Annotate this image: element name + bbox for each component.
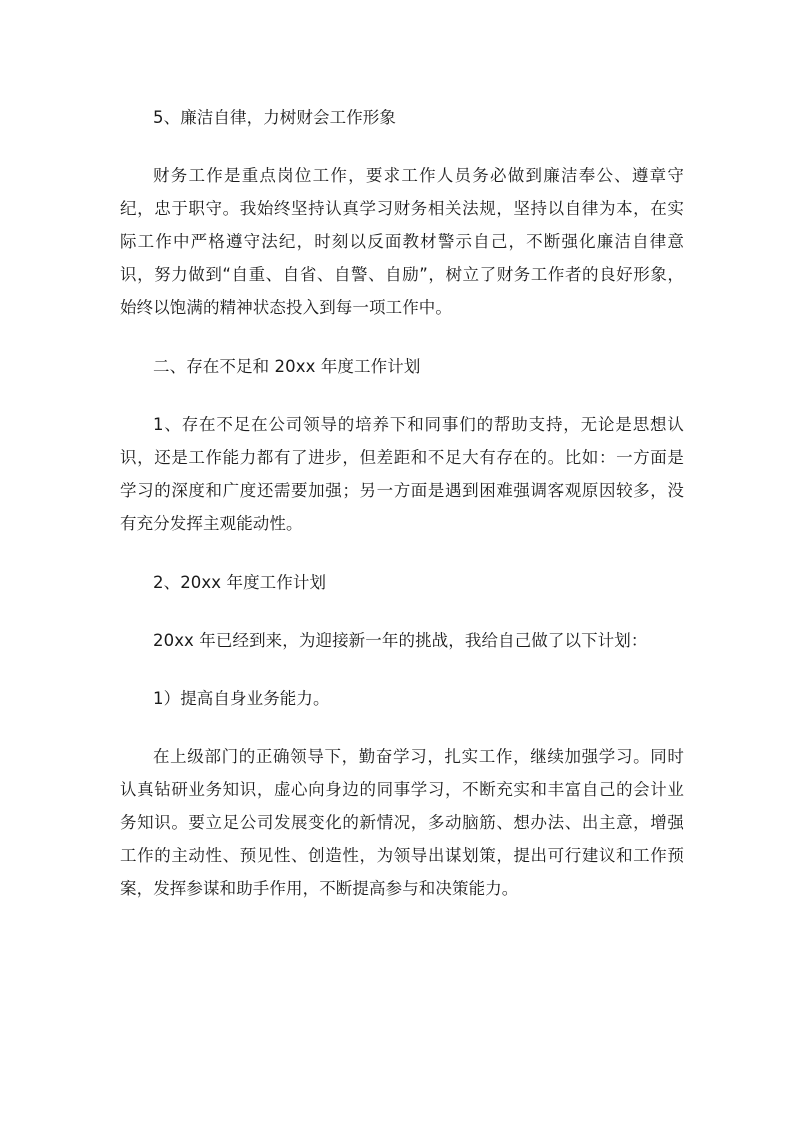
paragraph-shortcomings-body: 1、存在不足在公司领导的培养下和同事们的帮助支持，无论是思想认识，还是工作能力都有了进步，但差距和不足大有存在的。比如：一方面是学习的深度和广度还需要加强；另一方面是遇到困难强调客观原因较多，没有充分发挥主观能动性。 <box>120 415 684 533</box>
list-item-improve-ability: 1）提高自身业务能力。 <box>153 689 330 708</box>
section-heading-annual-plan: 2、20xx 年度工作计划 <box>153 573 327 592</box>
paragraph-plan-intro: 20xx 年已经到来，为迎接新一年的挑战，我给自己做了以下计划： <box>153 631 648 650</box>
paragraph-improve-ability-body: 在上级部门的正确领导下，勤奋学习，扎实工作，继续加强学习。同时认真钻研业务知识，虚心向身边的同事学习，不断充实和丰富自己的会计业务知识。要立足公司发展变化的新情况，多动脑筋、想办法、出主意，增强工作的主动性、预见性、创造性，为领导出谋划策，提出可行建议和工作预案，发挥参谋和助手作用，不断提高参与和决策能力。 <box>120 747 684 898</box>
section-heading-integrity: 5、廉洁自律，力树财会工作形象 <box>153 108 396 127</box>
paragraph-integrity-body: 财务工作是重点岗位工作，要求工作人员务必做到廉洁奉公、遵章守纪，忠于职守。我始终坚持认真学习财务相关法规，坚持以自律为本，在实际工作中严格遵守法纪，时刻以反面教材警示自己，不断强化廉洁自律意识，努力做到“自重、自省、自警、自励”，树立了财务工作者的良好形象，始终以饱满的精神状态投入到每一项工作中。 <box>120 166 684 317</box>
section-heading-shortcomings-plan: 二、存在不足和 20xx 年度工作计划 <box>153 357 421 376</box>
